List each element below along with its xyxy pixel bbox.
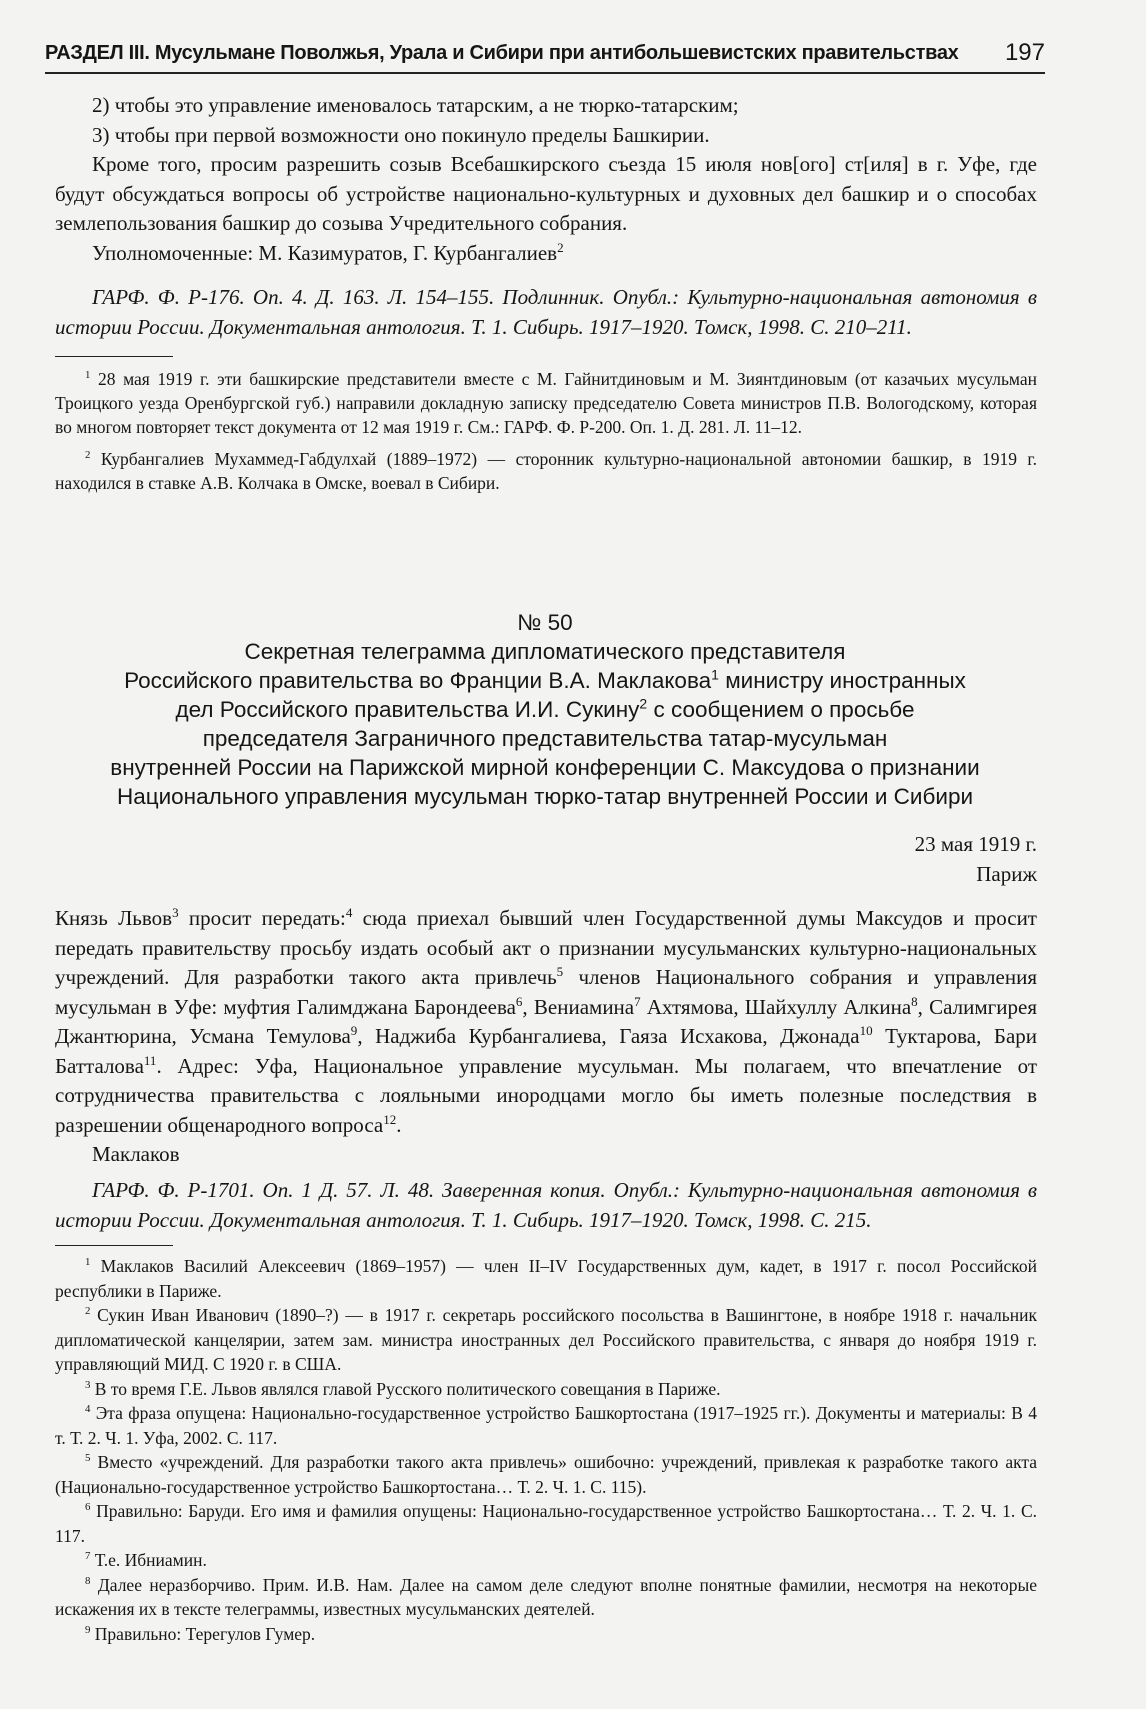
section-title: РАЗДЕЛ III. Мусульмане Поволжья, Урала и Сибири при антибольшевистских правительствах bbox=[45, 42, 959, 64]
title-line: Национального управления мусульман тюрко-татар внутренней России и Сибири bbox=[116, 784, 974, 809]
footnote-ref: 9 bbox=[350, 1023, 358, 1038]
document-place: Париж bbox=[976, 861, 1037, 886]
signers-line: Уполномоченные: М. Казимуратов, Г. Курбангалиев$^2$ bbox=[92, 239, 564, 265]
footnote-ref: 7 bbox=[634, 993, 641, 1009]
page-number: 197 bbox=[1004, 39, 1045, 66]
text-run: , Салимгирея Джантюрина, Усмана Темулова bbox=[55, 994, 1037, 1048]
title-line: председателя Заграничного представительства татар-мусульман bbox=[202, 726, 888, 751]
footnotes-50 bbox=[55, 1245, 1037, 1646]
footnote-ref: 10 bbox=[859, 1023, 873, 1038]
title-line: дел Российского правительства И.И. Сукину$^2$ с сообщением о просьбе bbox=[175, 695, 915, 722]
text-run: Ахтямова, Шайхуллу Алкина bbox=[640, 994, 912, 1019]
text-run: Туктарова, Бари Батталова bbox=[55, 1024, 1038, 1078]
text-run: сюда приехал бывший член Государственной думы Максудов и просит передать правительству просьбу издать особый акт о признании мусульманских культурно-национальных учреждений. Для разработки такого акта привлечь bbox=[55, 906, 1037, 989]
text-run: , Вениамина bbox=[522, 994, 635, 1019]
footnotes-1 bbox=[55, 356, 1037, 495]
footnote: $^3$ В то время Г.Е. Львов являлся главой Русского политического совещания в Париже. bbox=[85, 1378, 721, 1399]
title-line: Российского правительства во Франции В.А. Маклакова$^1$ министру иностранных bbox=[124, 666, 966, 693]
footnote: $^8$ Далее неразборчиво. Прим. И.В. Нам. Далее на самом деле следуют вполне понятные фамилии, несмотря на некоторые искажения их в тексте телеграммы, известных мусульманских деятелей. bbox=[55, 1574, 1038, 1619]
text-paragraph: Кроме того, просим разрешить созыв Всебашкирского съезда 15 июля нов[ого] ст[иля] в г. Уфе, где будут обсуждаться вопросы об устройстве национально-культурных и духовных дел башкир и о способах землепользования башкир до созыва Учредительного собрания. bbox=[55, 152, 1037, 235]
archive-source bbox=[55, 283, 1037, 342]
archive-source-50 bbox=[55, 1176, 1037, 1235]
document-number: № 50 bbox=[517, 610, 573, 635]
document-heading bbox=[45, 608, 1045, 811]
document-date: 23 мая 1919 г. bbox=[914, 832, 1037, 856]
footnote: $^2$ Сукин Иван Иванович (1890–?) — в 1917 г. секретарь российского посольства в Вашингтоне, в ноябре 1918 г. начальник дипломатической канцелярии, затем зам. министра иностранных дел Российского правительства, с января до ноября 1919 г. управляющий МИД. С 1920 г. в США. bbox=[55, 1305, 1037, 1374]
signature: Маклаков bbox=[92, 1142, 180, 1166]
text-paragraph: 2) чтобы это управление именовалось татарским, а не тюрко-татарским; bbox=[92, 93, 739, 117]
footnote: $^9$ Правильно: Терегулов Гумер. bbox=[85, 1623, 316, 1644]
footnote-ref: 6 bbox=[515, 993, 523, 1009]
footnote-ref: 4 bbox=[345, 905, 353, 920]
footnote: $^1$ Маклаков Василий Алексеевич (1869–1957) — член II–IV Государственных дум, кадет, в 1917 г. посол Российской республики в Париже. bbox=[55, 1256, 1037, 1301]
footnote-ref: 5 bbox=[556, 964, 564, 979]
footnote: $^5$ Вместо «учреждений. Для разработки такого акта привлечь» ошибочно: учреждений, привлекая к разработке такого акта (Национально-государственное устройство Башкортостана… Т. 2. Ч. 1. С. 115). bbox=[55, 1452, 1038, 1497]
footnote-ref: 8 bbox=[911, 993, 918, 1009]
footnote-ref: 11 bbox=[143, 1052, 157, 1068]
text-paragraph: 3) чтобы при первой возможности оно покинуло пределы Башкирии. bbox=[92, 122, 710, 147]
source-citation: ГАРФ. Ф. Р-176. Оп. 4. Д. 163. Л. 154–155. Подлинник. Опубл.: Культурно-национальная автономия в истории России. Документальная антология. Т. 1. Сибирь. 1917–1920. Томск, 1998. С. 210–211. bbox=[55, 285, 1037, 339]
footnote: $^4$ Эта фраза опущена: Национально-государственное устройство Башкортостана (1917–1925 гг.). Документы и материалы: В 4 т. Т. 2. Ч. 1. Уфа, 2002. С. 117. bbox=[55, 1403, 1037, 1448]
source-citation: ГАРФ. Ф. Р-1701. Оп. 1 Д. 57. Л. 48. Заверенная копия. Опубл.: Культурно-национальная автономия в истории России. Документальная антология. Т. 1. Сибирь. 1917–1920. Томск, 1998. С. 215. bbox=[55, 1178, 1037, 1232]
telegram-body bbox=[55, 904, 1037, 1170]
title-line: внутренней России на Парижской мирной конференции С. Максудова о признании bbox=[110, 755, 980, 780]
footnote-ref: 12 bbox=[383, 1111, 397, 1127]
text-run: , Наджиба Курбангалиева, Гаяза Исхакова, Джонада bbox=[357, 1024, 860, 1048]
footnote: $^7$ Т.е. Ибниамин. bbox=[85, 1550, 207, 1570]
text-run: . Адрес: Уфа, Национальное управление мусульман. Мы полагаем, что впечатление от сотрудничества правительства с лояльными инородцами могло бы иметь полезные последствия в разрешении общенародного вопроса bbox=[55, 1053, 1037, 1137]
previous-document-ending bbox=[55, 91, 1037, 268]
footnote: $^1$ 28 мая 1919 г. эти башкирские представители вместе с М. Гайнитдиновым и М. Зиянтдиновым (от казачьих мусульман Троицкого уезда Оренбургской губ.) направили докладную записку председателю Совета министров П.В. Вологодскому, которая во многом повторяет текст документа от 12 мая 1919 г. См.: ГАРФ. Ф. Р-200. Оп. 1. Д. 281. Л. 11–12. bbox=[55, 369, 1038, 437]
text-run: Князь Львов bbox=[55, 906, 173, 930]
telegram-text bbox=[55, 904, 1037, 1140]
running-header bbox=[45, 36, 1045, 74]
date-place bbox=[55, 830, 1037, 889]
title-line: Секретная телеграмма дипломатического представителя bbox=[244, 639, 846, 664]
text-run: членов Национального собрания и управления мусульман в Уфе: муфтия Галимджана Барондеева bbox=[55, 965, 1037, 1019]
text-run: просит передать: bbox=[178, 906, 346, 930]
footnote-ref: 2 bbox=[557, 239, 564, 255]
footnote: $^2$ Курбангалиев Мухаммед-Габдулхай (1889–1972) — сторонник культурно-национальной автономии башкир, в 1919 г. находился в ставке А.В. Колчака в Омске, воевал в Сибири. bbox=[55, 449, 1038, 493]
text-run: . bbox=[396, 1112, 402, 1137]
footnote: $^6$ Правильно: Баруди. Его имя и фамилия опущены: Национально-государственное устройство Башкортостана… Т. 2. Ч. 1. С. 117. bbox=[55, 1501, 1037, 1546]
footnote-ref: 3 bbox=[172, 905, 179, 920]
